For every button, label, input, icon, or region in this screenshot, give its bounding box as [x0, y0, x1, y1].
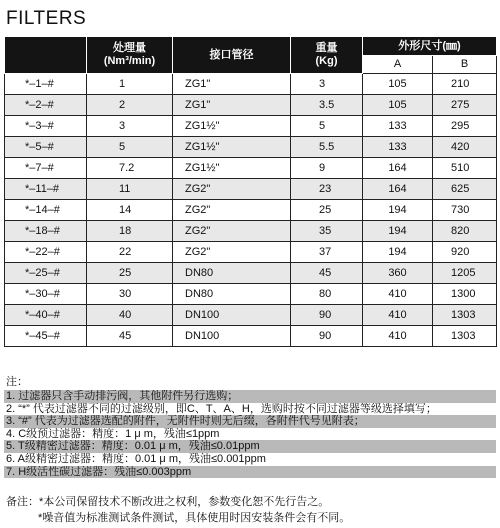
cell-model: *–40–#	[5, 305, 87, 326]
table-row	[5, 200, 497, 221]
cell-flow: 14	[87, 200, 173, 221]
cell-model: *–45–#	[5, 326, 87, 347]
cell-model: *–25–#	[5, 263, 87, 284]
cell-port: DN80	[173, 284, 291, 305]
cell-model: *–1–#	[5, 74, 87, 95]
header-model	[5, 37, 87, 74]
note-item: 2. “*” 代表过滤器不同的过滤级别，即C、T、A、H，选购时按不同过滤器等级选择填写；	[6, 402, 437, 415]
cell-model: *–22–#	[5, 242, 87, 263]
cell-port: DN100	[173, 305, 291, 326]
cell-weight: 37	[291, 242, 363, 263]
cell-port: ZG2"	[173, 242, 291, 263]
cell-flow: 40	[87, 305, 173, 326]
cell-port: ZG2"	[173, 179, 291, 200]
header-dim-b: B	[433, 56, 497, 74]
cell-flow: 5	[87, 137, 173, 158]
cell-port: DN80	[173, 263, 291, 284]
cell-dim-b: 920	[433, 242, 497, 263]
table-row	[5, 95, 497, 116]
cell-weight: 90	[291, 305, 363, 326]
header-dimensions: 外形尺寸(㎜)	[363, 37, 497, 56]
header-weight	[291, 37, 363, 74]
cell-model: *–14–#	[5, 200, 87, 221]
cell-weight: 9	[291, 158, 363, 179]
cell-model: *–11–#	[5, 179, 87, 200]
cell-weight: 3.5	[291, 95, 363, 116]
cell-model: *–7–#	[5, 158, 87, 179]
cell-dim-a: 410	[363, 326, 433, 347]
header-dim-a: A	[363, 56, 433, 74]
filters-spec-table	[4, 36, 497, 347]
header-weight-unit: (Kg)	[315, 55, 338, 67]
cell-model: *–5–#	[5, 137, 87, 158]
remark-line-2: *噪音值为标准测试条件测试，具体使用时因安装条件会有不同。	[38, 512, 351, 524]
table-row	[5, 179, 497, 200]
table-row	[5, 221, 497, 242]
cell-weight: 90	[291, 326, 363, 347]
table-row	[5, 305, 497, 326]
cell-weight: 5.5	[291, 137, 363, 158]
cell-port: ZG1½"	[173, 158, 291, 179]
cell-flow: 11	[87, 179, 173, 200]
cell-dim-b: 1303	[433, 305, 497, 326]
table-row	[5, 284, 497, 305]
cell-flow: 25	[87, 263, 173, 284]
header-weight-label: 重量	[315, 42, 338, 54]
cell-weight: 80	[291, 284, 363, 305]
note-item: 3. “#” 代表为过滤器选配的附件，无附件时则无后缀，各附件代号见附表；	[4, 415, 496, 428]
cell-model: *–2–#	[5, 95, 87, 116]
cell-dim-a: 133	[363, 137, 433, 158]
note-item: 7. H级活性碳过滤器：残油≤0.003ppm	[4, 466, 496, 479]
note-item: 6. A级精密过滤器：精度：0.01 μ m，残油≤0.001ppm	[6, 452, 266, 465]
cell-flow: 1	[87, 74, 173, 95]
cell-dim-a: 105	[363, 95, 433, 116]
cell-dim-a: 194	[363, 200, 433, 221]
cell-weight: 3	[291, 74, 363, 95]
header-flow	[87, 37, 173, 74]
cell-dim-b: 820	[433, 221, 497, 242]
cell-dim-b: 1303	[433, 326, 497, 347]
cell-dim-b: 510	[433, 158, 497, 179]
cell-dim-b: 295	[433, 116, 497, 137]
cell-port: ZG2"	[173, 221, 291, 242]
remark-line-1: 备注：*本公司保留技术不断改进之权利，参数变化恕不先行告之。	[6, 496, 330, 508]
cell-dim-b: 1205	[433, 263, 497, 284]
cell-weight: 45	[291, 263, 363, 284]
cell-port: DN100	[173, 326, 291, 347]
cell-weight: 5	[291, 116, 363, 137]
cell-port: ZG2"	[173, 200, 291, 221]
cell-port: ZG1½"	[173, 116, 291, 137]
cell-model: *–18–#	[5, 221, 87, 242]
cell-dim-b: 275	[433, 95, 497, 116]
table-row	[5, 137, 497, 158]
cell-dim-b: 625	[433, 179, 497, 200]
table-row	[5, 158, 497, 179]
cell-flow: 18	[87, 221, 173, 242]
page-title: FILTERS	[6, 8, 87, 29]
cell-dim-a: 410	[363, 284, 433, 305]
table-row	[5, 116, 497, 137]
cell-model: *–3–#	[5, 116, 87, 137]
table-row	[5, 242, 497, 263]
cell-port: ZG1½"	[173, 137, 291, 158]
notes-section	[4, 375, 496, 478]
cell-dim-b: 210	[433, 74, 497, 95]
notes-heading: 注：	[6, 376, 28, 388]
header-flow-unit: (Nm³/min)	[103, 55, 156, 67]
cell-dim-b: 730	[433, 200, 497, 221]
cell-dim-b: 1300	[433, 284, 497, 305]
cell-flow: 3	[87, 116, 173, 137]
cell-dim-a: 164	[363, 179, 433, 200]
cell-dim-a: 164	[363, 158, 433, 179]
cell-weight: 35	[291, 221, 363, 242]
cell-dim-a: 410	[363, 305, 433, 326]
cell-weight: 23	[291, 179, 363, 200]
cell-weight: 25	[291, 200, 363, 221]
cell-dim-a: 194	[363, 221, 433, 242]
header-port: 接口管径	[173, 37, 291, 74]
header-flow-label: 处理量	[113, 42, 146, 54]
cell-flow: 7.2	[87, 158, 173, 179]
cell-dim-a: 194	[363, 242, 433, 263]
table-row	[5, 263, 497, 284]
cell-dim-a: 360	[363, 263, 433, 284]
cell-flow: 2	[87, 95, 173, 116]
cell-dim-a: 105	[363, 74, 433, 95]
cell-flow: 30	[87, 284, 173, 305]
note-item: 1. 过滤器只含手动排污阀，其他附件另行选购；	[4, 390, 496, 403]
note-item: 5. T级精密过滤器：精度：0.01 μ m，残油≤0.01ppm	[4, 440, 496, 453]
note-item: 4. C级预过滤器：精度：1 μ m，残油≤1ppm	[6, 427, 220, 440]
table-row	[5, 74, 497, 95]
cell-dim-b: 420	[433, 137, 497, 158]
cell-flow: 45	[87, 326, 173, 347]
cell-port: ZG1"	[173, 95, 291, 116]
cell-port: ZG1"	[173, 74, 291, 95]
cell-dim-a: 133	[363, 116, 433, 137]
table-row	[5, 326, 497, 347]
cell-flow: 22	[87, 242, 173, 263]
cell-model: *–30–#	[5, 284, 87, 305]
